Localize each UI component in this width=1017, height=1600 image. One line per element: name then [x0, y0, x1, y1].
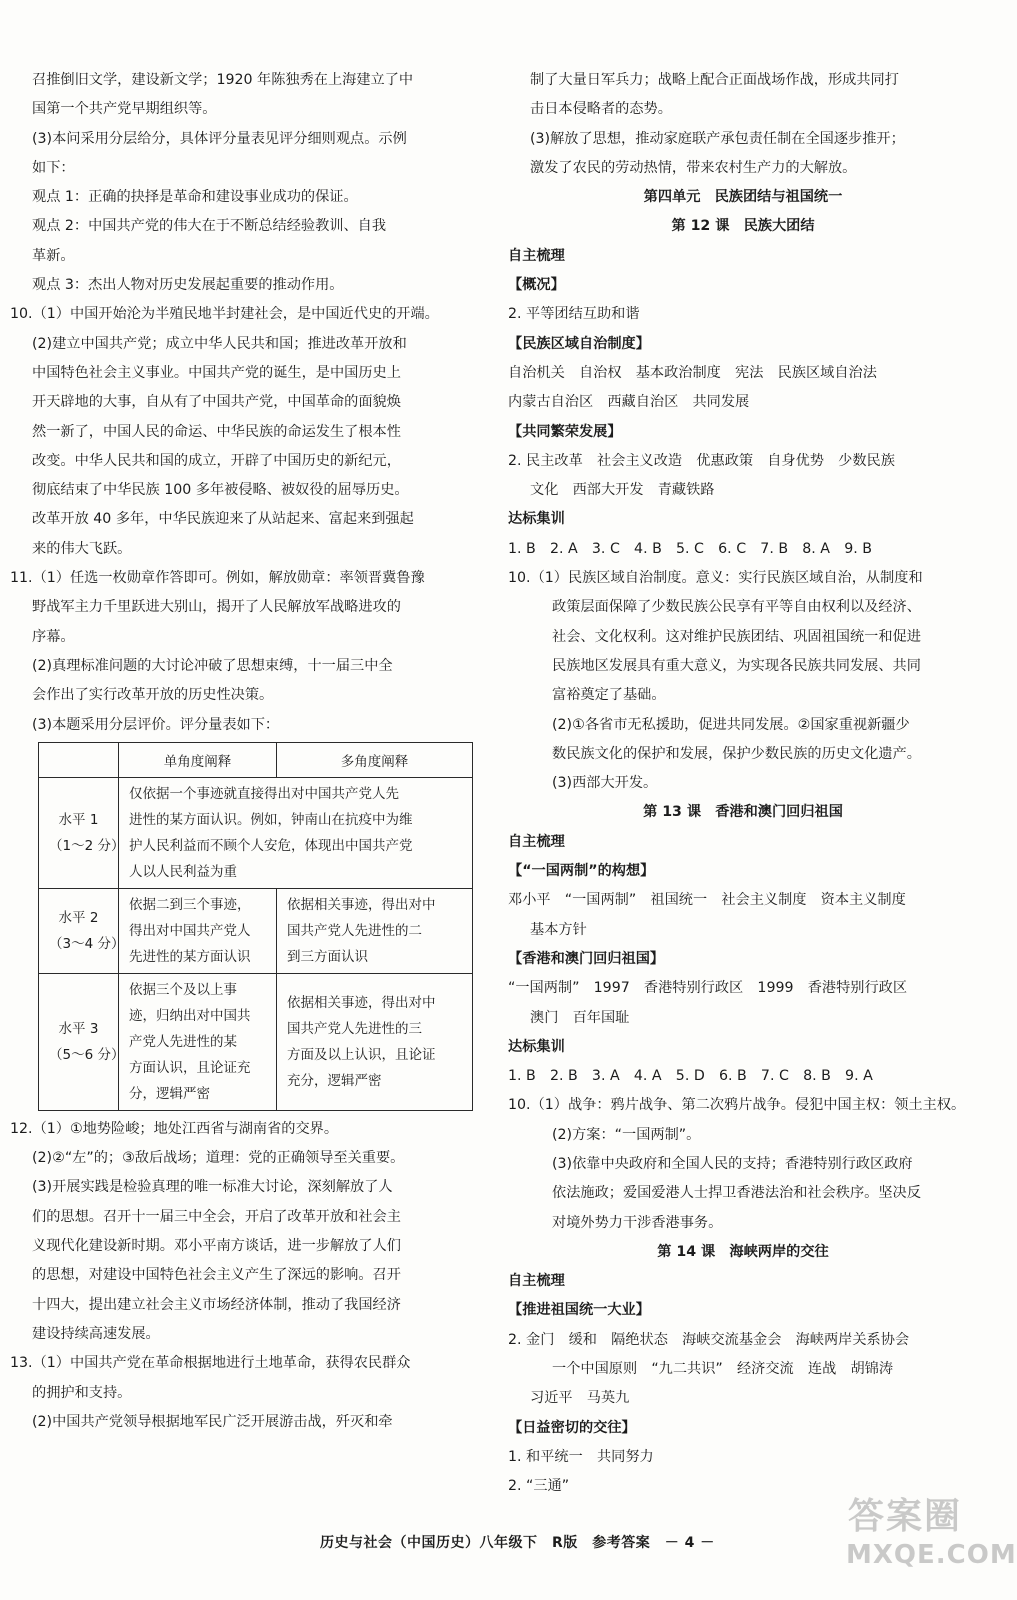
- cell-text-line: 依据三个及以上事: [129, 981, 237, 998]
- text-line: (3)西部大开发。: [552, 775, 658, 792]
- cell-text-line: 人以人民利益为重: [129, 863, 237, 880]
- text-line: (2)中国共产党领导根据地军民广泛开展游击战，歼灭和牵: [32, 1413, 393, 1430]
- page-footer: 历史与社会（中国历史）八年级下 R版 参考答案 － 4 －: [320, 1535, 715, 1551]
- text-line: 观点 1：正确的抉择是革命和建设事业成功的保证。: [32, 189, 358, 206]
- text-line: 内蒙古自治区 西藏自治区 共同发展: [508, 394, 750, 411]
- level-cell: [39, 777, 125, 888]
- text-line: 【概况】: [508, 277, 565, 294]
- text-line: 第 13 课 香港和澳门回归祖国: [643, 804, 843, 821]
- cell-text-line: 迹，归纳出对中国共: [129, 1007, 251, 1024]
- text-line: (2)方案：“一国两制”。: [552, 1126, 701, 1143]
- text-line: 12.（1）①地势险峻；地处江西省与湖南省的交界。: [10, 1120, 339, 1137]
- text-line: 观点 3：杰出人物对历史发展起重要的推动作用。: [32, 277, 344, 294]
- text-line: 【推进祖国统一大业】: [508, 1302, 650, 1319]
- left-column: [10, 66, 475, 1437]
- cell-text-line: 依据二到三个事迹，: [129, 896, 251, 913]
- text-line: 自主梳理: [508, 833, 565, 850]
- text-line: 10.（1）中国开始沦为半殖民地半封建社会，是中国近代史的开端。: [10, 306, 439, 323]
- cell-text-line: 方面认识，且论证充: [129, 1059, 251, 1076]
- text-line: 习近平 马英九: [530, 1390, 630, 1407]
- text-line: “一国两制” 1997 香港特别行政区 1999 香港特别行政区: [508, 980, 908, 997]
- text-line: (2)真理标准问题的大讨论冲破了思想束缚，十一届三中全: [32, 657, 393, 674]
- text-line: 文化 西部大开发 青藏铁路: [530, 482, 715, 499]
- text-line: 2. “三通”: [508, 1478, 570, 1495]
- text-line: 改革开放 40 多年，中华民族迎来了从站起来、富起来到强起: [32, 511, 414, 528]
- text-line: 制了大量日军兵力；战略上配合正面战场作战，形成共同打: [530, 72, 899, 88]
- text-line: 会作出了实行改革开放的历史性决策。: [32, 687, 274, 704]
- text-line: 开天辟地的大事，自从有了中国共产党，中国革命的面貌焕: [32, 394, 401, 411]
- text-line: 民族地区发展具有重大意义，为实现各民族共同发展、共同: [552, 657, 921, 674]
- text-line: 邓小平 “一国两制” 祖国统一 社会主义制度 资本主义制度: [508, 892, 906, 909]
- text-line: 2. 民主改革 社会主义改造 优惠政策 自身优势 少数民族: [508, 452, 895, 469]
- text-line: 自主梳理: [508, 1273, 565, 1290]
- text-line: 序幕。: [32, 628, 75, 645]
- multi-desc-cell: [277, 888, 473, 973]
- level-cell: [39, 973, 125, 1110]
- scoring-table: [38, 742, 473, 1111]
- table-row: [39, 888, 473, 973]
- text-line: (3)解放了思想，推动家庭联产承包责任制在全国逐步推开；: [530, 130, 905, 147]
- cell-text-line: 护人民利益而不顾个人安危，体现出中国共产党: [129, 837, 413, 854]
- cell-text-line: 进性的某方面认识。例如，钟南山在抗疫中为维: [129, 811, 413, 828]
- text-line: 激发了农民的劳动热情，带来农村生产力的大解放。: [530, 159, 857, 176]
- text-line: 2. 金门 缓和 隔绝状态 海峡交流基金会 海峡两岸关系协会: [508, 1331, 910, 1348]
- text-line: 社会、文化权利。这对维护民族团结、巩固祖国统一和促进: [552, 628, 921, 645]
- table-row: [39, 777, 473, 888]
- watermark-text: 答案圈: [848, 1496, 963, 1537]
- text-line: 富裕奠定了基础。: [552, 687, 666, 704]
- text-line: 建设持续高速发展。: [32, 1325, 160, 1342]
- text-line: 击日本侵略者的态势。: [530, 101, 672, 118]
- cell-text-line: 分，逻辑严密: [129, 1085, 210, 1102]
- score-range: （3～4 分）: [49, 935, 125, 952]
- text-line: 政策层面保障了少数民族公民享有平等自由权利以及经济、: [552, 599, 921, 616]
- text-line: 达标集训: [508, 511, 565, 528]
- text-line: (3)依靠中央政府和全国人民的支持；香港特别行政区政府: [552, 1155, 913, 1172]
- text-line: 1. B 2. B 3. A 4. A 5. D 6. B 7. C 8. B 9. A: [508, 1068, 873, 1085]
- text-line: 依法施政；爱国爱港人士捍卫香港法治和社会秩序。坚决反: [552, 1185, 921, 1202]
- text-line: 数民族文化的保护和发展，保护少数民族的历史文化遗产。: [552, 745, 921, 762]
- text-line: 自主梳理: [508, 247, 565, 264]
- text-line: 一个中国原则 “九二共识” 经济交流 连战 胡锦涛: [552, 1361, 894, 1378]
- left-text-block-b: [10, 1115, 475, 1437]
- cell-text-line: 仅依据一个事迹就直接得出对中国共产党人先: [129, 785, 399, 802]
- text-line: 1. 和平统一 共同努力: [508, 1448, 654, 1465]
- text-line: 来的伟大飞跃。: [32, 540, 132, 557]
- text-line: 2. 平等团结互助和谐: [508, 306, 640, 323]
- text-line: 如下：: [32, 159, 75, 176]
- text-line: 的思想，对建设中国特色社会主义产生了深远的影响。召开: [32, 1267, 401, 1284]
- level-label: 水平 3: [58, 1020, 99, 1037]
- text-line: 基本方针: [530, 921, 587, 938]
- text-line: 彻底结束了中华民族 100 多年被侵略、被奴役的屈辱历史。: [32, 482, 409, 499]
- text-line: 10.（1）战争：鸦片战争、第二次鸦片战争。侵犯中国主权：领土主权。: [508, 1097, 966, 1114]
- text-line: 自治机关 自治权 基本政治制度 宪法 民族区域自治法: [508, 364, 877, 381]
- table-header-cell: [39, 742, 119, 777]
- single-desc-cell: [119, 973, 277, 1110]
- cell-text-line: 国共产党人先进性的二: [287, 922, 422, 939]
- cell-text-line: 产党人先进性的某: [129, 1033, 237, 1050]
- text-line: (2)①各省市无私援助，促进共同发展。②国家重视新疆少: [552, 716, 910, 733]
- text-line: 十四大，提出建立社会主义市场经济体制，推动了我国经济: [32, 1296, 401, 1313]
- text-line: 13.（1）中国共产党在革命根据地进行土地革命，获得农民群众: [10, 1355, 411, 1372]
- text-line: 中国特色社会主义事业。中国共产党的诞生，是中国历史上: [32, 364, 401, 381]
- cell-text-line: 充分，逻辑严密: [287, 1072, 382, 1089]
- text-line: 【“一国两制”的构想】: [508, 863, 655, 880]
- cell-text-line: 得出对中国共产党人: [129, 922, 251, 939]
- cell-text-line: 依据相关事迹，得出对中: [287, 994, 436, 1011]
- text-line: 达标集训: [508, 1038, 565, 1055]
- text-line: 【民族区域自治制度】: [508, 335, 650, 352]
- left-text-block-a: [10, 66, 475, 740]
- table-row: [39, 973, 473, 1110]
- text-line: 然一新了，中国人民的命运、中华民族的命运发生了根本性: [32, 423, 401, 440]
- text-line: (3)本问采用分层给分，具体评分量表见评分细则观点。示例: [32, 130, 407, 147]
- text-line: 【香港和澳门回归祖国】: [508, 950, 665, 967]
- cell-text-line: 到三方面认识: [287, 948, 368, 965]
- text-line: (2)建立中国共产党；成立中华人民共和国；推进改革开放和: [32, 335, 407, 352]
- text-line: 【共同繁荣发展】: [508, 423, 622, 440]
- right-column: [508, 66, 978, 1502]
- score-range: （5～6 分）: [49, 1046, 125, 1063]
- table-header-cell: 单角度阐释: [119, 742, 277, 777]
- table-header-row: [39, 742, 473, 777]
- text-line: 【日益密切的交往】: [508, 1419, 636, 1436]
- single-desc-cell: [119, 777, 473, 888]
- text-line: (2)②“左”的；③敌后战场；道理：党的正确领导至关重要。: [32, 1150, 405, 1167]
- level-cell: [39, 888, 125, 973]
- single-desc-cell: [119, 888, 277, 973]
- text-line: 1. B 2. A 3. C 4. B 5. C 6. C 7. B 8. A 9. B: [508, 540, 872, 557]
- text-line: 们的思想。召开十一届三中全会，开启了改革开放和社会主: [32, 1208, 401, 1225]
- text-line: 改变。中华人民共和国的成立，开辟了中国历史的新纪元，: [32, 452, 401, 469]
- watermark-url: MXQE.COM: [846, 1540, 1017, 1570]
- text-line: (3)开展实践是检验真理的唯一标准大讨论，深刻解放了人: [32, 1179, 393, 1196]
- table-body: [39, 777, 473, 1110]
- text-line: 观点 2：中国共产党的伟大在于不断总结经验教训、自我: [32, 218, 387, 235]
- text-line: (3)本题采用分层评价。评分量表如下：: [32, 716, 280, 733]
- text-line: 国第一个共产党早期组织等。: [32, 101, 217, 118]
- cell-text-line: 方面及以上认识，且论证: [287, 1046, 436, 1063]
- text-line: 11.（1）任选一枚勋章作答即可。例如，解放勋章：率领晋冀鲁豫: [10, 570, 425, 587]
- text-line: 澳门 百年国耻: [530, 1009, 630, 1026]
- level-label: 水平 2: [58, 909, 99, 926]
- text-line: 的拥护和支持。: [32, 1384, 132, 1401]
- text-line: 对境外势力干涉香港事务。: [552, 1214, 723, 1231]
- score-range: （1～2 分）: [49, 837, 125, 854]
- text-line: 义现代化建设新时期。邓小平南方谈话，进一步解放了人们: [32, 1238, 401, 1255]
- multi-desc-cell: [277, 973, 473, 1110]
- cell-text-line: 依据相关事迹，得出对中: [287, 896, 436, 913]
- level-label: 水平 1: [58, 811, 99, 828]
- text-line: 革新。: [32, 247, 75, 264]
- text-line: 第 14 课 海峡两岸的交往: [657, 1243, 829, 1260]
- text-line: 召推倒旧文学，建设新文学；1920 年陈独秀在上海建立了中: [32, 72, 414, 88]
- text-line: 第 12 课 民族大团结: [671, 218, 815, 235]
- table-header-cell: 多角度阐释: [277, 742, 473, 777]
- cell-text-line: 国共产党人先进性的三: [287, 1020, 422, 1037]
- text-line: 10.（1）民族区域自治制度。意义：实行民族区域自治，从制度和: [508, 570, 923, 587]
- cell-text-line: 先进性的某方面认识: [129, 948, 251, 965]
- text-line: 第四单元 民族团结与祖国统一: [643, 189, 843, 206]
- watermark-logo: [840, 1488, 1017, 1584]
- text-line: 野战军主力千里跃进大别山，揭开了人民解放军战略进攻的: [32, 599, 401, 616]
